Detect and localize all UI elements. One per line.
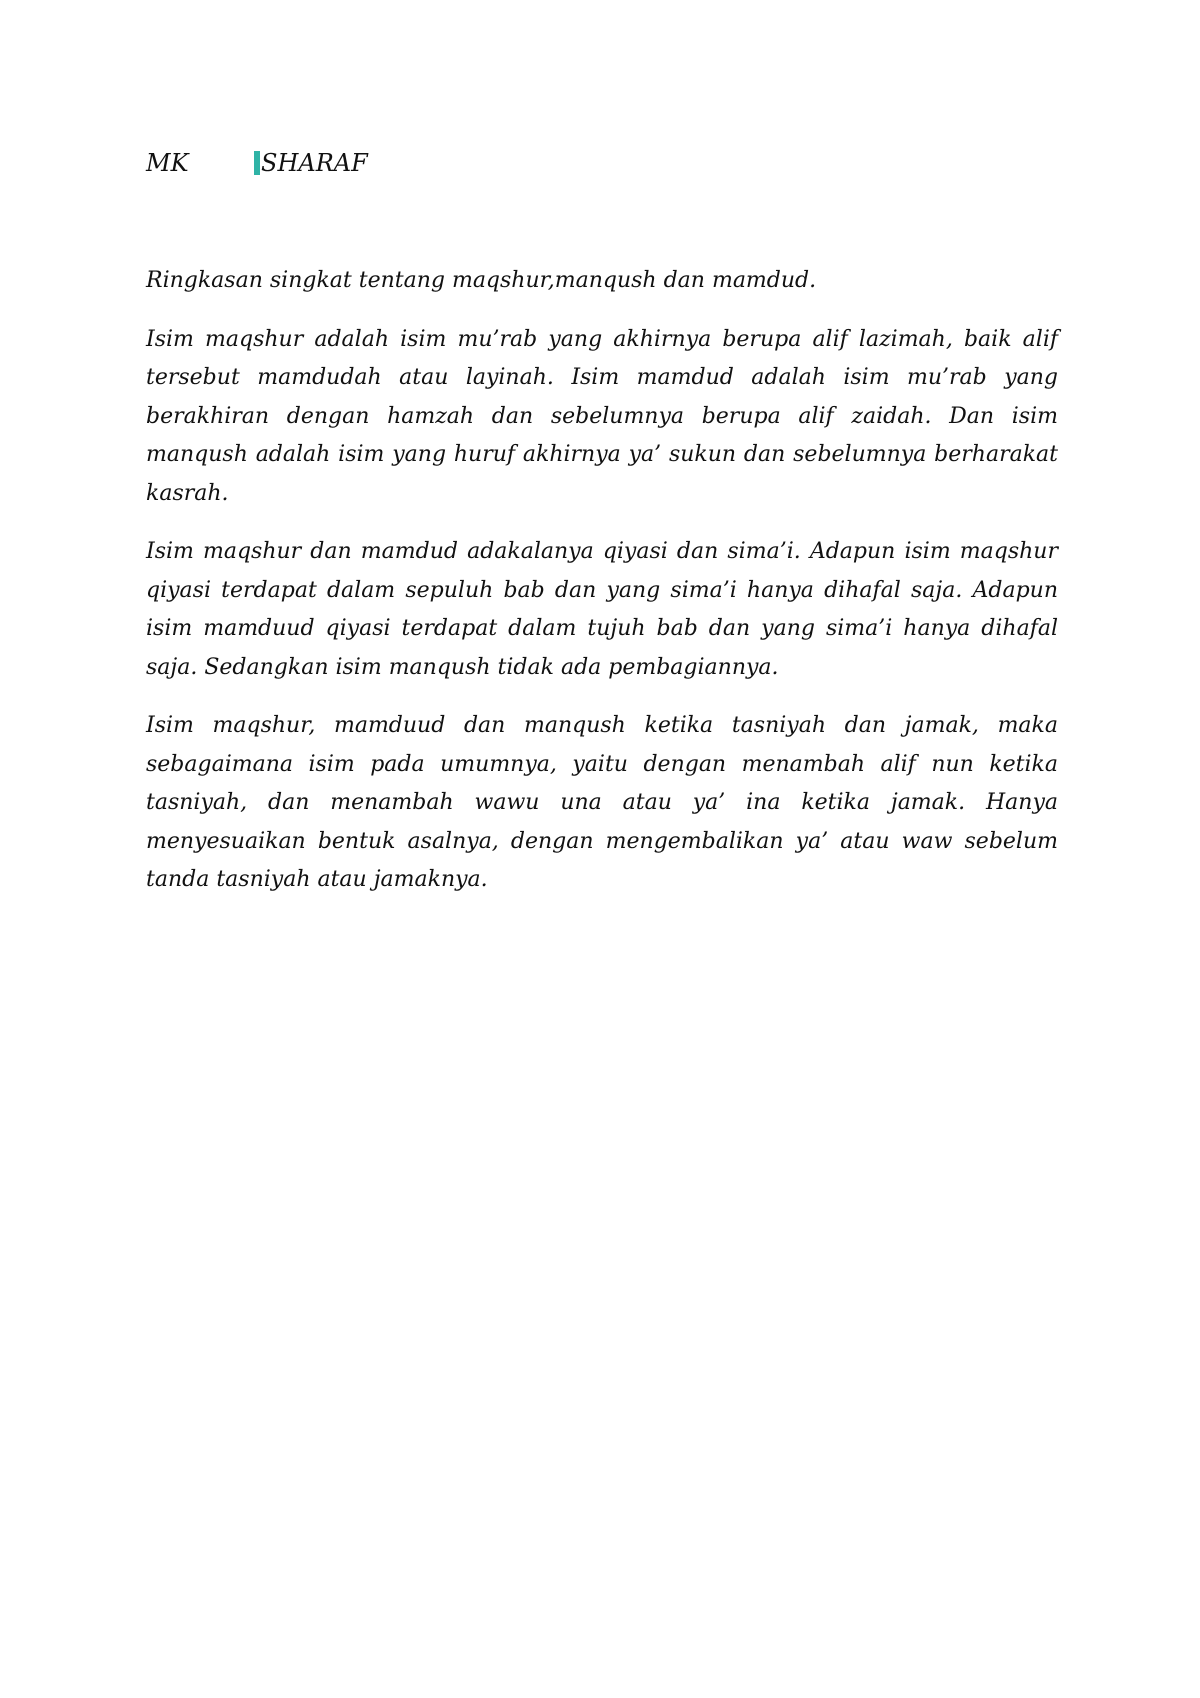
document-body — [146, 262, 1058, 920]
summary-line: Ringkasan singkat tentang maqshur,manqush dan mamdud. — [146, 268, 817, 293]
paragraph-tasniyah-jamak: Isim maqshur, mamduud dan manqush ketika tasniyah dan jamak, maka sebagaimana isim pada umumnya, yaitu dengan menambah alif nun ketika tasniyah, dan menambah wawu una atau ya’ ina ketika jamak. Hanya menyesuaikan bentuk asalnya, dengan mengembalikan ya’ atau waw sebelum tanda tasniyah atau jamaknya. — [146, 713, 1058, 892]
header-subject-title: SHARAF — [261, 149, 368, 177]
document-header — [146, 145, 368, 181]
header-course-label: MK — [146, 149, 189, 177]
paragraph-definitions: Isim maqshur adalah isim mu’rab yang akhirnya berupa alif lazimah, baik alif tersebut mamdudah atau layinah. Isim mamdud adalah isim mu’rab yang berakhiran dengan hamzah dan sebelumnya berupa alif zaidah. Dan isim manqush adalah isim yang huruf akhirnya ya’ sukun dan sebelumnya berharakat kasrah. — [146, 326, 1058, 506]
text-cursor-highlight — [254, 151, 260, 175]
paragraph-classification: Isim maqshur dan mamdud adakalanya qiyasi dan sima’i. Adapun isim maqshur qiyasi terdapat dalam sepuluh bab dan yang sima’i hanya dihafal saja. Adapun isim mamduud qiyasi terdapat dalam tujuh bab dan yang sima’i hanya dihafal saja. Sedangkan isim manqush tidak ada pembagiannya. — [146, 539, 1058, 680]
